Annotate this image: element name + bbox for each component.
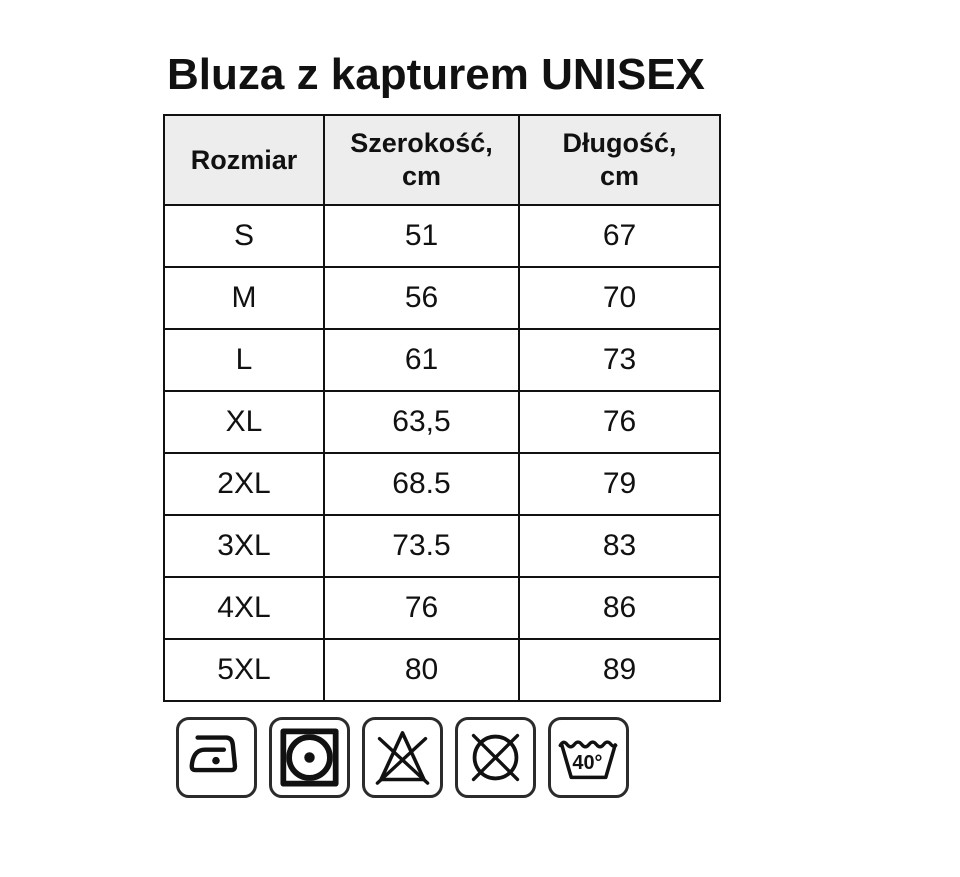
size-cell: XL xyxy=(164,391,324,453)
column-header-size-label: Rozmiar xyxy=(190,144,298,175)
width-cell: 80 xyxy=(324,639,519,701)
table-row xyxy=(164,391,720,453)
table-row xyxy=(164,453,720,515)
length-cell: 83 xyxy=(519,515,720,577)
size-cell: 3XL xyxy=(164,515,324,577)
table-row xyxy=(164,639,720,701)
width-cell: 76 xyxy=(324,577,519,639)
size-cell: 4XL xyxy=(164,577,324,639)
width-cell: 68.5 xyxy=(324,453,519,515)
width-cell: 73.5 xyxy=(324,515,519,577)
table-row xyxy=(164,515,720,577)
column-header-width xyxy=(324,115,519,205)
length-cell: 76 xyxy=(519,391,720,453)
table-row xyxy=(164,329,720,391)
length-cell: 67 xyxy=(519,205,720,267)
length-cell: 79 xyxy=(519,453,720,515)
width-cell: 61 xyxy=(324,329,519,391)
table-row xyxy=(164,205,720,267)
width-cell: 56 xyxy=(324,267,519,329)
column-header-width-label: Szerokość, xyxy=(350,128,493,159)
size-cell: S xyxy=(164,205,324,267)
length-cell: 73 xyxy=(519,329,720,391)
length-cell: 89 xyxy=(519,639,720,701)
tumble-dry-one-dot-icon xyxy=(269,717,350,798)
page-title: Bluza z kapturem UNISEX xyxy=(167,50,705,99)
do-not-dry-clean-icon xyxy=(455,717,536,798)
care-symbols-row xyxy=(176,717,629,798)
column-header-length-label: Długość, xyxy=(562,128,677,159)
width-cell: 51 xyxy=(324,205,519,267)
table-row xyxy=(164,267,720,329)
size-table xyxy=(163,114,721,702)
size-cell: L xyxy=(164,329,324,391)
table-row xyxy=(164,577,720,639)
table-header-row xyxy=(164,115,720,205)
column-header-length-unit: cm xyxy=(599,161,640,191)
wash-temperature-label: 40° xyxy=(572,752,603,775)
wash-40-degrees-icon xyxy=(548,717,629,798)
iron-one-dot-icon xyxy=(176,717,257,798)
size-cell: 5XL xyxy=(164,639,324,701)
length-cell: 70 xyxy=(519,267,720,329)
width-cell: 63,5 xyxy=(324,391,519,453)
do-not-bleach-icon xyxy=(362,717,443,798)
column-header-length xyxy=(519,115,720,205)
column-header-size xyxy=(164,115,324,205)
column-header-width-unit: cm xyxy=(401,161,442,191)
size-cell: M xyxy=(164,267,324,329)
length-cell: 86 xyxy=(519,577,720,639)
size-cell: 2XL xyxy=(164,453,324,515)
